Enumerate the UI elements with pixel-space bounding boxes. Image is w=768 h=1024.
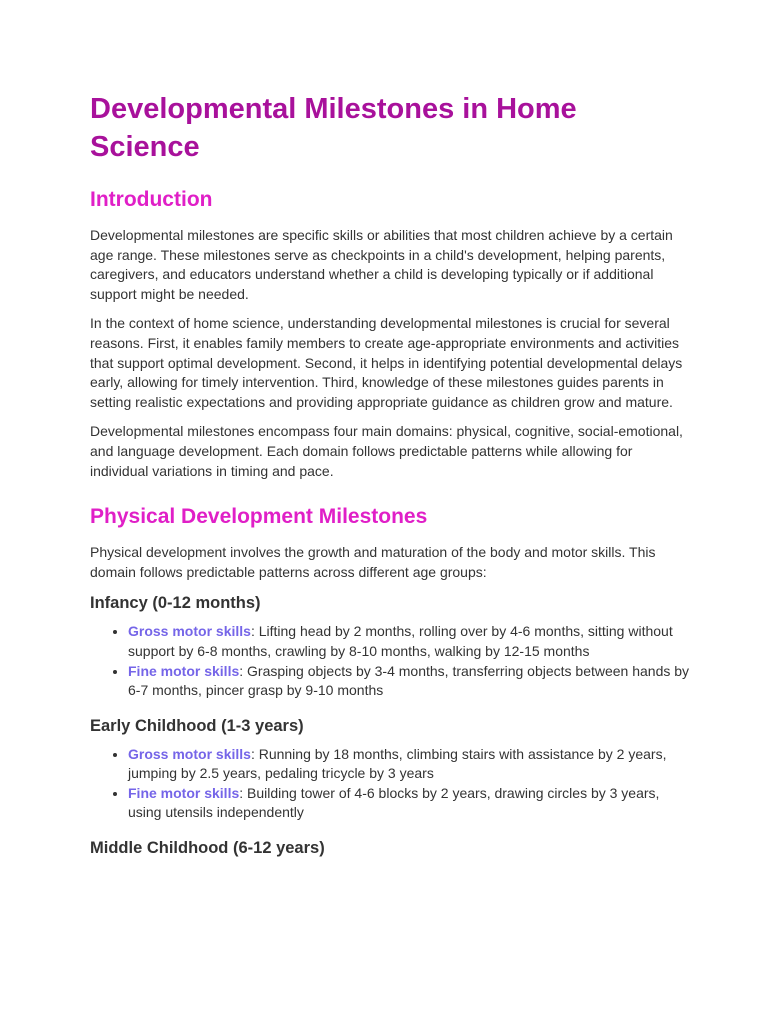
list-item: [128, 745, 690, 784]
intro-paragraph-3: Developmental milestones encompass four main domains: physical, cognitive, social-emotional, and language development. Each domain follows predictable patterns while allowing for individual variations in timing and pace.: [90, 423, 683, 479]
early-childhood-list: [90, 745, 690, 823]
document-page: [90, 90, 690, 867]
section-heading-physical: Physical Development Milestones: [90, 505, 428, 529]
list-item-text: : Grasping objects by 3-4 months, transferring objects between hands by 6-7 months, pincer grasp by 9-10 months: [128, 662, 690, 699]
list-item: [128, 622, 690, 661]
list-item: [128, 784, 690, 823]
physical-intro-paragraph: Physical development involves the growth and maturation of the body and motor skills. This domain follows predictable patterns across different age groups:: [90, 544, 656, 580]
list-item-term: Gross motor skills: [128, 745, 251, 762]
subheading-infancy: Infancy (0-12 months): [90, 594, 261, 613]
list-item: [128, 662, 690, 701]
intro-paragraph-2: In the context of home science, understanding developmental milestones is crucial for several reasons. First, it enables family members to create age-appropriate environments and activities that support optimal development. Second, it helps in identifying potential developmental delays early, allowing for timely intervention. Third, knowledge of these milestones guides parents in setting realistic expectations and providing appropriate guidance as children grow and mature.: [90, 315, 683, 410]
intro-paragraph-1: Developmental milestones are specific skills or abilities that most children achieve by a certain age range. These milestones serve as checkpoints in a child's development, helping parents, caregivers, and educators understand whether a child is developing typically or if additional support might be needed.: [90, 227, 673, 302]
subheading-middle-childhood: Middle Childhood (6-12 years): [90, 839, 325, 858]
list-item-term: Gross motor skills: [128, 623, 251, 640]
page-title: Developmental Milestones in Home Science: [90, 93, 577, 163]
list-item-term: Fine motor skills: [128, 662, 240, 679]
list-item-term: Fine motor skills: [128, 784, 240, 801]
section-heading-introduction: Introduction: [90, 188, 213, 211]
infancy-list: [90, 622, 690, 700]
list-item-text: : Building tower of 4-6 blocks by 2 years, drawing circles by 3 years, using utensils independently: [128, 784, 660, 821]
subheading-early-childhood: Early Childhood (1-3 years): [90, 716, 304, 735]
list-item-text: : Lifting head by 2 months, rolling over by 4-6 months, sitting without support by 6-8 months, crawling by 8-10 months, walking by 12-15 months: [128, 623, 673, 659]
list-item-text: : Running by 18 months, climbing stairs with assistance by 2 years, jumping by 2.5 years, pedaling tricycle by 3 years: [128, 745, 667, 782]
